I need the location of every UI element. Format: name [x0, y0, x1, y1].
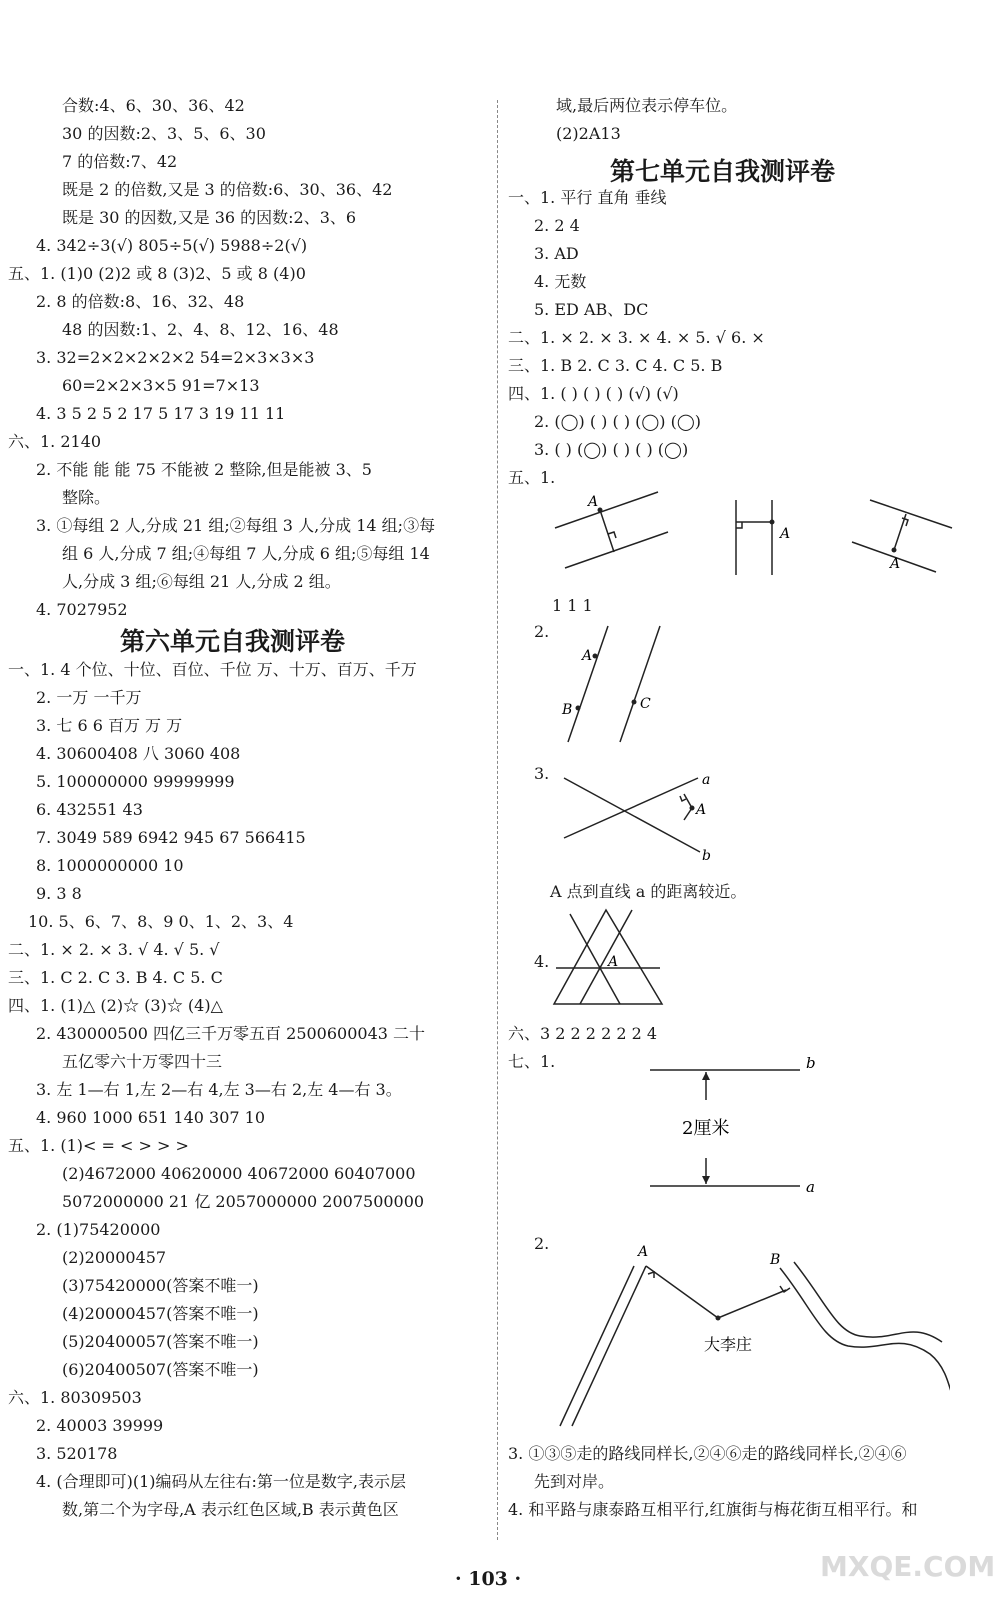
text-line: 4. 和平路与康泰路互相平行,红旗街与梅花街互相平行。和 [508, 1500, 918, 1519]
text-line: 2. 8 的倍数:8、16、32、48 [36, 292, 245, 311]
text-line: 3. ( ) (◯) ( ) ( ) (◯) [534, 440, 689, 459]
text-line: 4. 30600408 八 3060 408 [36, 744, 241, 763]
text-line: 9. 3 8 [36, 884, 82, 903]
text-line: 2. 430000500 四亿三千万零五百 2500600043 二十 [36, 1024, 426, 1043]
text-line: 2. 40003 39999 [36, 1416, 164, 1435]
figure-label: a [806, 1178, 815, 1196]
text-line: 六、1. 80309503 [8, 1388, 142, 1407]
text-line: 六、1. 2140 [8, 432, 102, 451]
figure-label: A [588, 494, 599, 510]
text-line: 二、1. × 2. × 3. × 4. × 5. √ 6. × [508, 328, 765, 347]
figure-label: 2厘米 [682, 1118, 730, 1139]
text-line: 数,第二个为字母,A 表示红色区域,B 表示黄色区 [62, 1500, 399, 1519]
text-line: 4. 342÷3(√) 805÷5(√) 5988÷2(√) [36, 236, 308, 255]
text-line: (3)75420000(答案不唯一) [62, 1276, 259, 1295]
figure-label: a [702, 772, 711, 788]
text-line: 1 1 1 [552, 596, 593, 615]
text-line: 5072000000 21 亿 2057000000 2007500000 [62, 1192, 425, 1211]
figure-label: b [702, 848, 711, 864]
text-line: (4)20000457(答案不唯一) [62, 1304, 259, 1323]
text-line: 三、1. C 2. C 3. B 4. C 5. C [8, 968, 223, 987]
text-line: (2)20000457 [62, 1248, 167, 1267]
text-line: 4. [534, 952, 550, 971]
text-line: 三、1. B 2. C 3. C 4. C 5. B [508, 356, 723, 375]
text-line: 域,最后两位表示停车位。 [556, 96, 738, 115]
figure-label: b [806, 1054, 816, 1072]
text-line: 四、1. ( ) ( ) ( ) (√) (√) [508, 384, 679, 403]
figure-label: A [780, 526, 791, 542]
text-line: 5. ED AB、DC [534, 300, 649, 319]
text-line: 4. 960 1000 651 140 307 10 [36, 1108, 266, 1127]
text-line: 合数:4、6、30、36、42 [62, 96, 245, 115]
text-line: 二、1. × 2. × 3. √ 4. √ 5. √ [8, 940, 220, 959]
text-line: 3. ①③⑤走的路线同样长,②④⑥走的路线同样长,②④⑥ [508, 1444, 907, 1463]
river-route-figure [550, 1236, 950, 1436]
text-line: 3. 左 1—右 1,左 2—右 4,左 3—右 2,左 4—右 3。 [36, 1080, 402, 1099]
section-heading: 第六单元自我测评卷 [120, 627, 346, 656]
triangle-figure [550, 906, 670, 1008]
text-line: 6. 432551 43 [36, 800, 143, 819]
text-line: (2)2A13 [556, 124, 621, 143]
distance-figure [560, 768, 730, 868]
figure-label: B [770, 1252, 781, 1268]
figure-label: 大李庄 [704, 1335, 753, 1354]
parallel-lines-figure [550, 620, 700, 750]
text-line: A 点到直线 a 的距离较近。 [550, 882, 747, 901]
text-line: 60=2×2×3×5 91=7×13 [62, 376, 260, 395]
page-number: · 103 · [455, 1568, 522, 1590]
text-line: (6)20400507(答案不唯一) [62, 1360, 259, 1379]
text-line: 2. (◯) ( ) ( ) (◯) (◯) [534, 412, 702, 431]
text-line: 2. [534, 622, 550, 641]
text-line: (5)20400057(答案不唯一) [62, 1332, 259, 1351]
text-line: 六、3 2 2 2 2 2 2 4 [508, 1024, 658, 1043]
text-line: 3. 32=2×2×2×2×2 54=2×3×3×3 [36, 348, 315, 367]
text-line: 7 的倍数:7、42 [62, 152, 178, 171]
column-divider [497, 100, 498, 1540]
text-line: 4. 3 5 2 5 2 17 5 17 3 19 11 11 [36, 404, 286, 423]
text-line: 七、1. [508, 1052, 556, 1071]
figure-label: A [638, 1244, 649, 1260]
figure-label: A [696, 802, 707, 818]
section-heading: 第七单元自我测评卷 [610, 157, 836, 186]
figure-label: B [562, 702, 573, 718]
text-line: 7. 3049 589 6942 945 67 566415 [36, 828, 306, 847]
text-line: 8. 1000000000 10 [36, 856, 184, 875]
text-line: 3. ①每组 2 人,分成 21 组;②每组 3 人,分成 14 组;③每 [36, 516, 436, 535]
text-line: 3. AD [534, 244, 579, 263]
figure-label: A [608, 954, 619, 970]
text-line: 3. 520178 [36, 1444, 118, 1463]
text-line: 2. 不能 能 能 75 不能被 2 整除,但是能被 3、5 [36, 460, 372, 479]
text-line: 既是 30 的因数,又是 36 的因数:2、3、6 [62, 208, 357, 227]
perpendicular-figure [540, 480, 960, 590]
figure-label: C [640, 696, 651, 712]
text-line: 四、1. (1)△ (2)☆ (3)☆ (4)△ [8, 996, 223, 1015]
parallel-distance-figure [640, 1050, 830, 1200]
text-line: 五、1. (1)0 (2)2 或 8 (3)2、5 或 8 (4)0 [8, 264, 306, 283]
text-line: 2. 2 4 [534, 216, 580, 235]
text-line: 先到对岸。 [534, 1472, 615, 1491]
text-line: 30 的因数:2、3、5、6、30 [62, 124, 266, 143]
text-line: 4. (合理即可)(1)编码从左往右:第一位是数字,表示层 [36, 1472, 406, 1491]
text-line: 3. 七 6 6 百万 万 万 [36, 716, 183, 735]
text-line: 48 的因数:1、2、4、8、12、16、48 [62, 320, 339, 339]
text-line: 4. 无数 [534, 272, 587, 291]
figure-label: A [890, 556, 901, 572]
watermark-logo: MXQE.COM [820, 1550, 996, 1583]
text-line: 既是 2 的倍数,又是 3 的倍数:6、30、36、42 [62, 180, 393, 199]
text-line: 5. 100000000 99999999 [36, 772, 235, 791]
text-line: 2. 一万 一千万 [36, 688, 142, 707]
text-line: 10. 5、6、7、8、9 0、1、2、3、4 [28, 912, 294, 931]
text-line: 组 6 人,分成 7 组;④每组 7 人,分成 6 组;⑤每组 14 [62, 544, 430, 563]
text-line: 2. [534, 1234, 550, 1253]
text-line: (2)4672000 40620000 40672000 60407000 [62, 1164, 416, 1183]
text-line: 人,分成 3 组;⑥每组 21 人,分成 2 组。 [62, 572, 341, 591]
text-line: 2. (1)75420000 [36, 1220, 161, 1239]
text-line: 五、1. [508, 468, 556, 487]
text-line: 一、1. 4 个位、十位、百位、千位 万、十万、百万、千万 [8, 660, 417, 679]
text-line: 五、1. (1)< = < > > > [8, 1136, 189, 1155]
text-line: 3. [534, 764, 550, 783]
text-line: 整除。 [62, 488, 111, 507]
text-line: 五亿零六十万零四十三 [62, 1052, 223, 1071]
text-line: 4. 7027952 [36, 600, 128, 619]
text-line: 一、1. 平行 直角 垂线 [508, 188, 667, 207]
figure-label: A [582, 648, 593, 664]
